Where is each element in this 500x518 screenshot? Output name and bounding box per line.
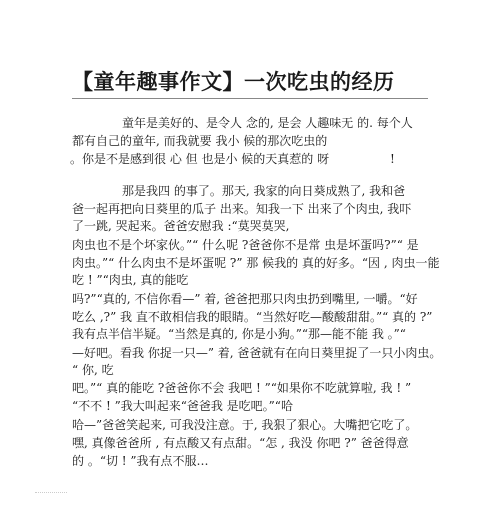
text-line: 我有点半信半疑。“当然是真的, 你是小狗。”“那—能不能 我 。”“ bbox=[72, 327, 406, 341]
text-line: 嘿, 真像爸爸所 , 有点酸又有点甜。“怎 , 我没 你吧 ?” 爸爸得意 bbox=[72, 436, 409, 450]
text-line: 吧。”“ 真的能吃 ?爸爸你不会 我吧 ! ”“如果你不吃就算啦, 我 ! ” bbox=[72, 381, 412, 395]
text-line: 吃么 ,?” 我 直不敢相信我的眼睛。“当然好吃—酸酸甜甜。”“ 真的 ?” bbox=[72, 310, 433, 324]
footer-divider bbox=[35, 492, 67, 493]
text-line: 吃 ! ”“肉虫, 真的能吃 bbox=[72, 273, 189, 287]
text-line: 肉虫也不是个坏家伙。”“ 什么呢 ?爸爸你不是常 虫是坏蛋吗?”“ 是 bbox=[72, 238, 419, 252]
article-title: 【童年趣事作文】一次吃虫的经历 bbox=[72, 69, 395, 94]
text-line: 哈—”爸爸笑起来, 可我没注意。于, 我狠了狠心。大嘴把它吃了。 bbox=[72, 418, 418, 432]
text-line: 的 。“切 ! ”我有点不服… bbox=[72, 454, 209, 468]
text-line: 。你是不是感到很 心 但 也是小 候的天真惹的 呀 bbox=[70, 152, 330, 166]
text-line: 都有自己的童年, 而我就要 我小 候的那次吃虫的 bbox=[72, 134, 328, 148]
text-line: 肉虫。”“ 什么肉虫不是坏蛋呢 ?” 那 候我的 真的好多。“因 , 肉虫一能 bbox=[72, 256, 440, 270]
text-line: 童年是美好的、是令人 念的, 是会 人趣味无 的. 每个人 bbox=[122, 116, 413, 130]
title-divider bbox=[72, 98, 428, 99]
text-line: —好吧。看我 你捉一只—” 着, 爸爸就有在向日葵里捉了一只小肉虫。 bbox=[72, 346, 442, 360]
text-line: 了一跳, 哭起来。爸爸安慰我 :“莫哭莫哭, bbox=[72, 219, 290, 233]
text-line: 那是我四 的事了。那天, 我家的向日葵成熟了, 我和爸 bbox=[122, 184, 406, 198]
text-line: “ 你, 吃 bbox=[72, 363, 114, 377]
text-line: 吗?”“真的, 不信你看—” 着, 爸爸把那只肉虫扔到嘴里, 一嚼。“好 bbox=[72, 292, 418, 306]
text-line: 爸一起再把向日葵里的瓜子 出来。知我一下 出来了个肉虫, 我吓 bbox=[72, 202, 412, 216]
text-line: “不不 ! ”我大叫起来“爸爸我 是吃吧。”“哈 bbox=[72, 399, 293, 413]
text-line: ! bbox=[390, 152, 395, 166]
